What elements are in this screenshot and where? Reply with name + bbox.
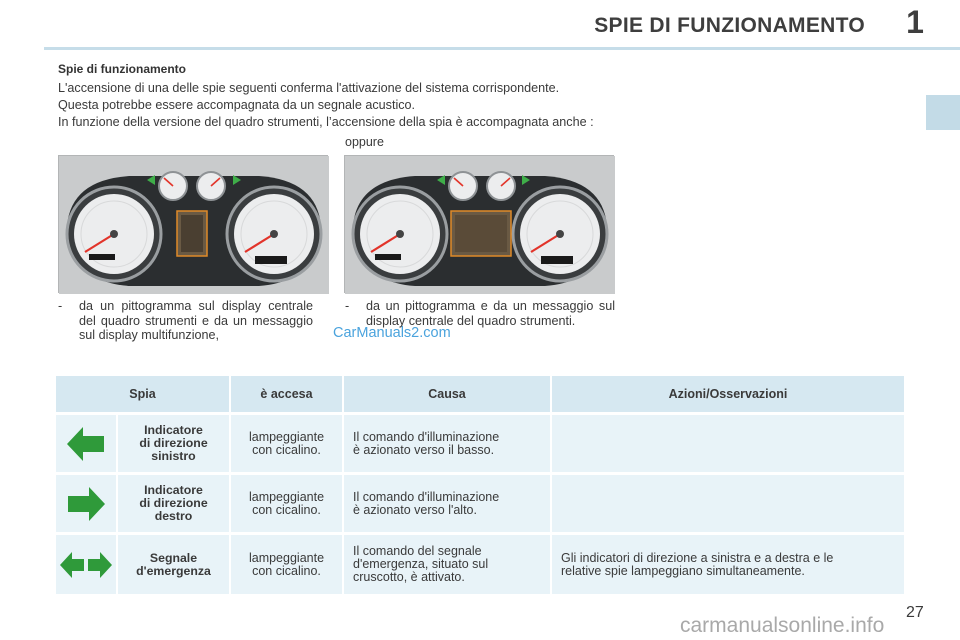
row-state-cell [231,535,342,594]
caption-dash: - [345,299,350,313]
header-cell-causa [344,376,550,412]
table-row [56,415,904,472]
row-state-cell [231,475,342,532]
chapter-title: SPIE DI FUNZIONAMENTO [594,14,865,37]
header-spia: Spia [129,387,156,401]
row-name-cell [118,475,229,532]
caption-left [58,299,313,343]
signal-action [561,475,898,532]
chapter-number: 1 [906,4,924,40]
instrument-cluster-image-left [58,155,328,293]
row-state-cell [231,415,342,472]
row-action-cell [552,415,904,472]
row-name-cell [118,415,229,472]
hazard-arrows-icon [60,552,112,578]
signal-cause: Il comando d'illuminazione è azionato verso il basso. [353,429,500,457]
intro-line: Questa potrebbe essere accompagnata da un segnale acustico. [58,98,416,112]
row-action-cell [552,535,904,594]
signal-name: Indicatore di direzione sinistro [139,423,208,463]
caption-right-text: da un pittogramma e da un messaggio sul display centrale del quadro strumenti. [366,299,615,328]
header-accesa: è accesa [260,387,313,401]
caption-right [345,299,615,328]
watermark: CarManuals2.com [333,325,451,341]
signal-cause: Il comando d'illuminazione è azionato verso l'alto. [353,489,500,517]
row-cause-cell [344,535,550,594]
header-cell-azioni [552,376,904,412]
intro-paragraph [58,80,878,131]
header-cell-accesa [231,376,342,412]
signal-action [561,415,898,472]
right-arrow-icon [67,487,105,521]
signal-state: lampeggiante con cicalino. [248,429,325,457]
signal-name: Segnale d'emergenza [136,550,211,578]
table-row [56,475,904,532]
intro-line: In funzione della versione del quadro strumenti, l’accensione della spia è accompagnata anche : [58,115,594,129]
footer-watermark: carmanualsonline.info [680,614,885,637]
signal-state: lampeggiante con cicalino. [248,550,325,578]
header-azioni: Azioni/Osservazioni [668,387,788,401]
row-action-cell [552,475,904,532]
section-heading: Spie di funzionamento [58,62,186,76]
row-name-cell [118,535,229,594]
instrument-cluster-image-right [344,155,614,293]
signal-state: lampeggiante con cicalino. [248,489,325,517]
signal-action: Gli indicatori di direzione a sinistra e a destra e le relative spie lampeggiano simultaneamente. [561,550,834,578]
table-header-row [56,376,904,412]
row-icon-cell [56,415,116,472]
chapter-side-tab [926,95,960,130]
signal-cause: Il comando del segnale d'emergenza, situato sul cruscotto, è attivato. [353,544,489,584]
oppure-label: oppure [345,135,384,149]
intro-line: L'accensione di una delle spie seguenti conferma l'attivazione del sistema corrispondente. [58,81,560,95]
left-arrow-icon [67,427,105,461]
row-icon-cell [56,535,116,594]
row-icon-cell [56,475,116,532]
row-cause-cell [344,475,550,532]
caption-left-text: da un pittogramma sul display centrale del quadro strumenti e da un messaggio sul display multifunzione, [79,299,313,342]
table-row [56,535,904,594]
page-number: 27 [906,604,924,621]
caption-dash: - [58,299,63,313]
header-causa: Causa [428,387,466,401]
signal-name: Indicatore di direzione destro [139,483,208,523]
row-cause-cell [344,415,550,472]
header-cell-spia [56,376,229,412]
header-rule [44,47,960,50]
